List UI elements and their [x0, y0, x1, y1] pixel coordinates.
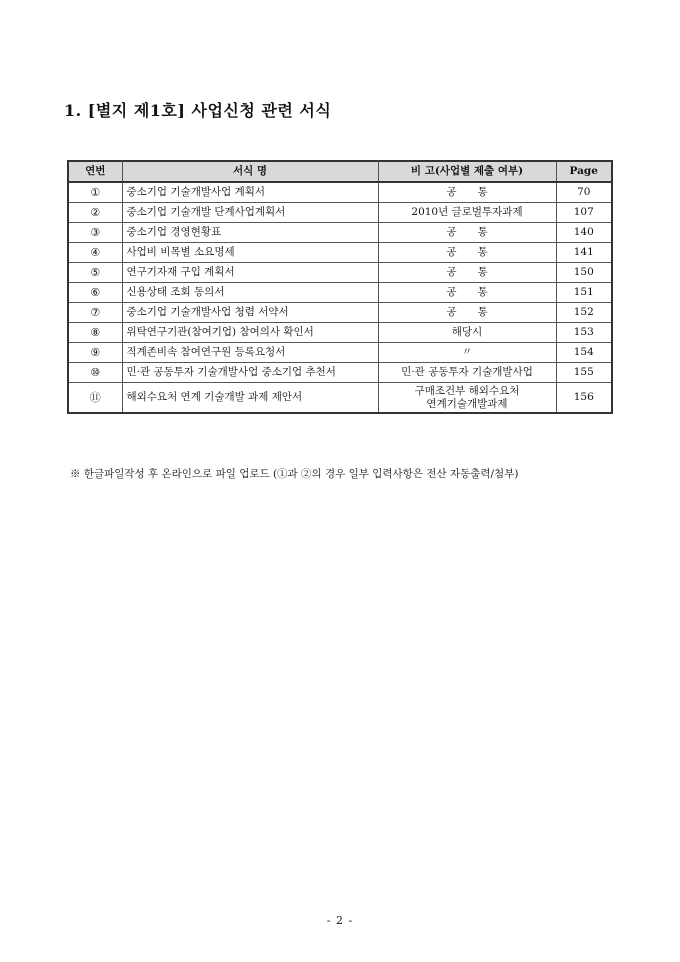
form-page: 151: [556, 283, 612, 303]
form-remark: 〃: [378, 343, 556, 363]
row-number: ①: [68, 182, 122, 203]
form-name: 중소기업 기술개발 단계사업계획서: [122, 203, 378, 223]
header-serial: 연번: [68, 161, 122, 182]
form-page: 153: [556, 323, 612, 343]
form-page: 107: [556, 203, 612, 223]
row-number: ④: [68, 243, 122, 263]
table-row: [68, 223, 612, 243]
page-number: - 2 -: [326, 914, 354, 927]
table-row: [68, 263, 612, 283]
table-row: [68, 383, 612, 414]
table-row: [68, 363, 612, 383]
table-row: [68, 243, 612, 263]
row-number: ⑥: [68, 283, 122, 303]
form-remark: 공 통: [378, 263, 556, 283]
row-number: ③: [68, 223, 122, 243]
form-remark-line: 구매조건부 해외수요처: [414, 384, 520, 397]
form-remark: 공 통: [378, 243, 556, 263]
form-remark: 민·관 공동투자 기술개발사업: [378, 363, 556, 383]
form-remark: 공 통: [378, 182, 556, 203]
form-name: 해외수요처 연계 기술개발 과제 제안서: [122, 383, 378, 414]
form-name: 직계존비속 참여연구원 등록요청서: [122, 343, 378, 363]
form-name: 위탁연구기관(참여기업) 참여의사 확인서: [122, 323, 378, 343]
row-number: ⑩: [68, 363, 122, 383]
table-row: [68, 323, 612, 343]
form-remark: 공 통: [378, 283, 556, 303]
section-heading: 1. [별지 제1호] 사업신청 관련 서식: [64, 101, 332, 120]
header-page: Page: [556, 161, 612, 182]
table-row: [68, 303, 612, 323]
form-page: 140: [556, 223, 612, 243]
row-number: ⑨: [68, 343, 122, 363]
form-name: 민·관 공동투자 기술개발사업 중소기업 추천서: [122, 363, 378, 383]
row-number: ②: [68, 203, 122, 223]
form-page: 154: [556, 343, 612, 363]
form-name: 사업비 비목별 소요명세: [122, 243, 378, 263]
table-row: [68, 343, 612, 363]
form-name: 신용상태 조회 동의서: [122, 283, 378, 303]
form-remark: 공 통: [378, 303, 556, 323]
form-page: 152: [556, 303, 612, 323]
form-name: 중소기업 경영현황표: [122, 223, 378, 243]
form-name: 연구기자재 구입 계획서: [122, 263, 378, 283]
form-remark: 해당시: [378, 323, 556, 343]
table-row: [68, 283, 612, 303]
form-page: 141: [556, 243, 612, 263]
row-number: ⑦: [68, 303, 122, 323]
form-page: 155: [556, 363, 612, 383]
footnote: ※ 한글파일작성 후 온라인으로 파일 업로드 (①과 ②의 경우 일부 입력사항은 전산 자동출력/첨부): [70, 468, 519, 480]
form-remark-line: 연계기술개발과제: [426, 397, 508, 410]
form-page: 70: [556, 182, 612, 203]
form-remark: 공 통: [378, 223, 556, 243]
form-page: 150: [556, 263, 612, 283]
form-page: 156: [556, 383, 612, 414]
form-name: 중소기업 기술개발사업 계획서: [122, 182, 378, 203]
row-number: ⑪: [68, 383, 122, 414]
form-remark: [378, 383, 556, 414]
header-form-name: 서식 명: [122, 161, 378, 182]
forms-table: [67, 160, 613, 414]
table-row: [68, 182, 612, 203]
row-number: ⑧: [68, 323, 122, 343]
form-name: 중소기업 기술개발사업 청렴 서약서: [122, 303, 378, 323]
form-remark: 2010년 글로벌투자과제: [378, 203, 556, 223]
row-number: ⑤: [68, 263, 122, 283]
table-row: [68, 203, 612, 223]
table-header-row: [68, 161, 612, 182]
header-remarks: 비 고(사업별 제출 여부): [378, 161, 556, 182]
